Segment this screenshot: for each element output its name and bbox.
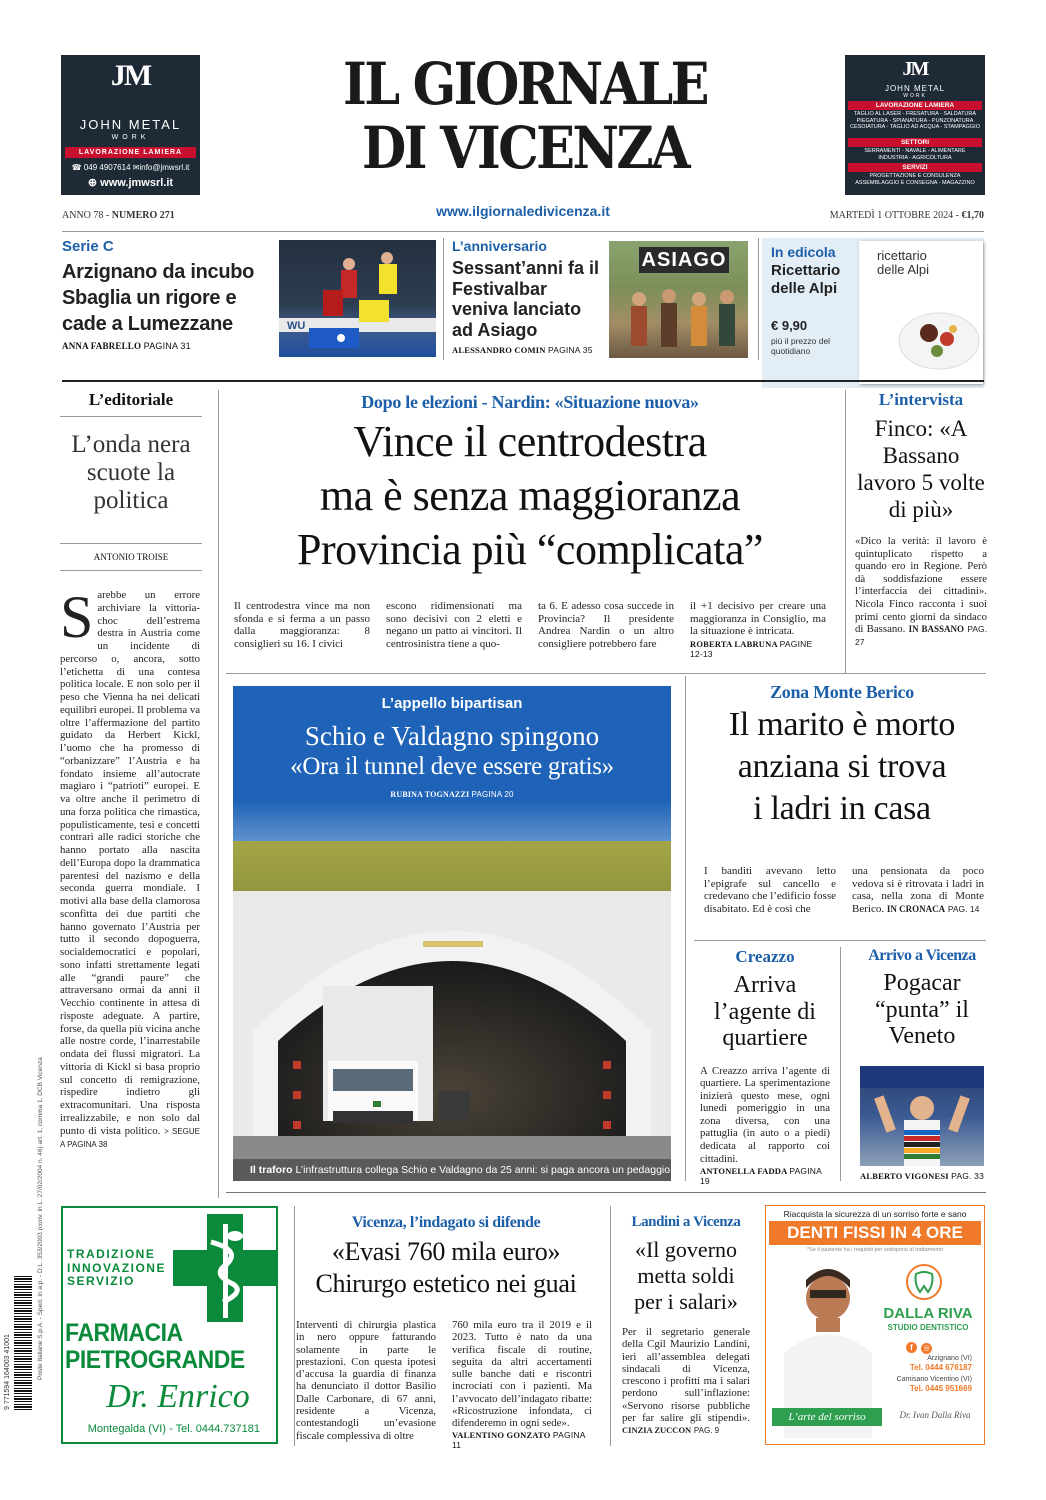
teaser-kicker: In edicola: [771, 244, 836, 260]
ad-right-l1: TAGLIO AL LASER - FRESATURA - SALDATURA: [853, 111, 977, 117]
chirurgo-col-1: Interventi di chirurgia plastica in nero oppure fatturando solamente in parte le prestazioni. Con questa ipotesi d’accusa la guardia di finanza ha denunciato il dottor Basilio Dalle Carbonare, di 67 anni, residente a Vicenza, contestandogli un’evasione fiscale complessiva di oltre: [296, 1319, 436, 1442]
book-title: ricettario delle Alpi: [877, 248, 930, 277]
lead-col-4: [690, 600, 826, 659]
postal-notice: Poste Italiane S.p.A. - Sped. in a.p. - D.L. 353/2003 (conv. in L. 27/02/2004 n. 46) art. 1, comma 1, DCB Vicenza: [37, 1057, 44, 1380]
ad-right-heading-3: SERVIZI: [848, 163, 982, 172]
chirurgo-line-2: Chirurgo estetico nei guai: [315, 1269, 577, 1298]
teaser-price-note: più il prezzo del quotidiano: [771, 336, 831, 356]
people-icon: [609, 241, 748, 358]
ad-brand: JOHN METAL: [79, 117, 182, 132]
appello-caption: [233, 1159, 671, 1181]
teaser-anniversario[interactable]: [452, 238, 607, 364]
john-metal-logo-right: JM: [902, 58, 928, 80]
monte-berico-line-1: Il marito è morto: [728, 706, 956, 743]
teaser-byline: ALESSANDRO COMIN PAGINA 35: [452, 345, 593, 355]
caption-label: Il traforo: [250, 1164, 293, 1176]
teaser-headline: Arzignano da incubo Sbaglia un rigore e cade a Lumezzane: [62, 261, 255, 335]
lead-col-2: escono ridimensionati ma sono decisivi con 2 eletti e negano un patto ai vincitori. Il centrosinistra tiene a quo-: [386, 600, 522, 650]
masthead-line-2: DI VICENZA: [361, 114, 689, 182]
creazzo-text: A Creazzo arriva l’agente di quartiere. La sperimentazione inizierà questo mese, ogni lunedì pomeriggio in una zona diversa, con una pattuglia (in auto o a piedi) dedicata al rapporto coi cittadini.: [700, 1064, 830, 1165]
lead-headline-line-2: ma è senza maggioranza: [319, 471, 741, 520]
teaser-divider-2: [758, 238, 759, 360]
landini-kicker: Landini a Vicenza: [631, 1214, 741, 1230]
ad-right-l4: SERRAMENTI - NAVALE - ALIMENTARE: [864, 148, 966, 154]
editoriale-label-rule: [60, 416, 202, 417]
masthead-line-1: IL GIORNALE: [343, 50, 707, 118]
social-icons: [906, 1337, 932, 1355]
intervista-section[interactable]: [855, 390, 987, 648]
ad-right-list-1: [845, 111, 985, 131]
chirurgo-divider-right: [610, 1206, 611, 1446]
ad-tagline: LAVORAZIONE LAMIERA: [65, 147, 196, 158]
teaser-ricettario[interactable]: [762, 238, 984, 388]
editoriale-title: L’onda nera scuote la politica: [71, 431, 191, 514]
monte-berico-line-2: anziana si trova: [737, 748, 947, 785]
lead-headline-line-3: Provincia più “complicata”: [297, 525, 763, 574]
ad-right-l7: ASSEMBLAGGIO E CONSEGNA - MAGAZZINO: [855, 179, 975, 186]
intervista-text: «Dico la verità: il lavoro è quintuplicato rispetto a quando ero in Regione. Però dà soddisfazione essere l’interfaccia dei cittadini». Nicola Finco racconta i suoi primi cento giorni da sindaco di Bassano. IN BASSANO PAG. 27: [855, 535, 988, 647]
issue-year: ANNO 78: [62, 210, 104, 221]
creazzo-byline: ANTONELLA FADDA PAGINA 19: [700, 1166, 822, 1187]
globe-icon: ⊕: [87, 177, 98, 189]
dentist-banner: DENTI FISSI IN 4 ORE: [769, 1221, 981, 1245]
tooth-logo-icon: [904, 1262, 944, 1302]
ad-john-metal-right[interactable]: [845, 55, 985, 195]
farmacia-signature: Dr. Enrico: [106, 1378, 250, 1415]
editoriale-dropcap: S: [60, 589, 94, 650]
ad-right-l3: CESOIATURA - TAGLIO AD ACQUA - STAMPAGGIO: [850, 124, 980, 130]
creazzo-divider: [840, 947, 841, 1181]
pogacar-byline: ALBERTO VIGONESI PAG. 33: [860, 1171, 985, 1181]
dentist-studio: STUDIO DENTISTICO: [887, 1323, 969, 1332]
chirurgo-kicker: Vicenza, l’indagato si difende: [351, 1214, 541, 1231]
ad-right-sub: WORK: [903, 93, 927, 99]
asiago-sign: ASIAGO: [639, 247, 729, 273]
lead-headline[interactable]: [222, 415, 838, 577]
teaser-price: € 9,90: [771, 318, 808, 333]
monte-berico-col-2: una pensionata da poco vedova si è ritrovata i ladri in casa, nella zona di Monte Berico. IN CRONACA PAG. 14: [852, 865, 984, 915]
ad-right-l5: INDUSTRIA - AGRICOLTURA: [878, 154, 952, 161]
chirurgo-col-2-text: 760 mila euro tra il 2019 e il 2023. Tutto è nato da una verifica fiscale di routine, seguita da altri accertamenti sulle banche dati e riscontri incrociati con i pazienti. Ma l’avvocato dell’indagato ribatte: «Ricostruzione infondata, ci difenderemo in ogni sede».: [452, 1319, 592, 1430]
dentist-top-line: Riacquista la sicurezza di un sorriso forte e sano: [783, 1209, 967, 1219]
dentist-contacts: [872, 1354, 972, 1393]
ad-dentist[interactable]: [765, 1205, 985, 1445]
ad-right-l6: PROGETTAZIONE E CONSULENZA: [869, 173, 961, 179]
cyclist-icon: [860, 1066, 984, 1166]
column-divider-mid: [685, 676, 686, 1181]
john-metal-logo: JM: [110, 59, 151, 92]
lead-col-1: Il centrodestra vince ma non sfonda e si ferma a un passo dalla maggioranza: 8 consiglieri su 16. I civici: [234, 600, 370, 650]
teaser-divider-1: [443, 238, 444, 360]
masthead-divider: [62, 231, 984, 232]
appello-kicker: L’appello bipartisan: [381, 695, 523, 712]
ad-web: ⊕ www.jmwsrl.it: [87, 177, 174, 189]
ad-john-metal-left[interactable]: [61, 55, 200, 195]
creazzo-title: Arriva l’agente di quartiere: [714, 972, 816, 1051]
farmacia-tags: [67, 1248, 166, 1289]
editoriale-label: L’editoriale: [88, 390, 174, 409]
column-divider-right: [845, 390, 846, 673]
editoriale-title-rule: [60, 543, 202, 544]
column-divider-left: [218, 390, 219, 1198]
dentist-tel-1: Tel. 0444 676187: [909, 1363, 972, 1372]
chirurgo-divider-left: [294, 1206, 295, 1446]
lead-col-3: ta 6. E adesso cosa succede in Provincia? Il presidente Andrea Nardin o un altro consigliere potrebbero fare: [538, 600, 674, 650]
creazzo-section[interactable]: [700, 947, 830, 1186]
ricettario-book-cover: [859, 241, 983, 384]
dentist-slogan: L’arte del sorriso: [772, 1408, 882, 1426]
pharmacy-cross-icon: [171, 1212, 279, 1324]
ad-phone: 049 4907614: [83, 163, 131, 172]
teasers-bottom-rule: [62, 380, 984, 382]
teaser-kicker: L’anniversario: [452, 238, 547, 254]
ad-right-list-2: [845, 148, 985, 161]
pogacar-photo: [860, 1066, 984, 1166]
farmacia-tag-1: TRADIZIONE: [67, 1247, 156, 1261]
chirurgo-col-2: [452, 1319, 592, 1450]
farmacia-tag-2: INNOVAZIONE: [67, 1260, 166, 1275]
issue-number: NUMERO 271: [111, 210, 175, 221]
intervista-title: Finco: «A Bassano lavoro 5 volte di più»: [857, 416, 985, 522]
dentist-tel-2: Tel. 0445 951669: [909, 1384, 972, 1393]
ad-contacts: [61, 163, 200, 172]
landini-title: «Il governo metta soldi per i salari»: [634, 1237, 738, 1314]
phone-icon: ☎: [71, 163, 82, 172]
instagram-icon[interactable]: ◎: [921, 1343, 932, 1354]
editoriale-author: ANTONIO TROISE: [93, 552, 169, 562]
appello-byline: RUBINA TOGNAZZI PAGINA 20: [390, 790, 514, 799]
lead-col-4-text: il +1 decisivo per creare una maggioranza in Consiglio, ma la situazione è intricata.: [690, 600, 826, 638]
intervista-label: L’intervista: [878, 390, 964, 409]
farmacia-name-1: FARMACIA: [65, 1319, 183, 1347]
monte-berico-kicker: Zona Monte Berico: [770, 682, 914, 702]
landini-text: Per il segretario generale della Cgil Maurizio Landini, ieri all’assemblea delegati sindacali di Vicenza, crescono i profitti ma i salari perdono sull’inflazione: «Servono risorse pubbliche per far salire gli stipendi». CINZIA ZUCCON PAG. 9: [622, 1326, 750, 1436]
teaser-byline: ANNA FABRELLO PAGINA 31: [62, 341, 191, 351]
editoriale-text: arebbe un errore archiviare la vittoria-choc dell’estrema destra in Austria come un incidente di percorso o, ancora, sotto l’etichetta di una contesa politica locale. E non solo per il peso che Vienna ha nei delicati equilibri europei. Il problema va oltre l’affermazione del partito guidato da Herbert Kickl, l’uomo che ha promesso di “orbanizzare” l’Austria e ha fondato insieme all’autocrate magiaro i “patrioti” europei. E va oltre anche il perimetro di una forza politica che rimastica, populisticamente, tesi e concetti contrari alle radici storiche che hanno portato alla nascita dell’Europa dopo la drammatica parentesi del nazismo e della seconda guerra mondiale. I motivi alla base della clamorosa sconfitta dei due partiti che hanno governato l’Austria per tutto il secondo dopoguerra, socialdemocratici e popolari, sono infatti strettamente legati alle “grandi paure” che attraversano ormai da anni il Vecchio continente in attesa di risposte adeguate. A partire, forse, da quella più vicina anche alle nostre corde, l’inarrestabile ondata dei flussi migratori. La vittoria di Kickl si basa proprio sul concetto di remigrazione, rispedire indietro gli extracomunitari. Una risposta irrealizzabile, e non solo dal punto di vista politico.: [60, 589, 200, 1137]
caption-text: L’infrastruttura collega Schio e Valdagno da 25 anni: si paga ancora un pedaggio: [295, 1164, 671, 1176]
ad-right-heading-2: SETTORI: [848, 138, 982, 147]
farmacia-name: [65, 1320, 258, 1374]
dentist-city-2: Camisano Vicentino (VI): [896, 1376, 972, 1383]
dentist-name: DALLA RIVA: [883, 1305, 973, 1322]
issue-date: MARTEDÌ 1 OTTOBRE 2024 - €1,70: [829, 210, 984, 221]
date: MARTEDÌ 1 OTTOBRE 2024: [829, 210, 954, 221]
farmacia-tag-3: SERVIZIO: [67, 1274, 135, 1288]
dentist-signature: Dr. Ivan Dalla Riva: [899, 1410, 971, 1420]
facebook-icon[interactable]: f: [906, 1342, 917, 1353]
issue-info: ANNO 78 - NUMERO 271: [62, 210, 175, 221]
chirurgo-headline[interactable]: [296, 1236, 596, 1300]
tunnel-photo: [233, 801, 671, 1181]
appello-story[interactable]: [233, 686, 671, 1181]
teaser-serie-c[interactable]: [62, 238, 272, 364]
football-photo: [279, 240, 436, 357]
chirurgo-byline: VALENTINO GONZATO PAGINA 11: [452, 1429, 586, 1450]
dentist-city-1: Arzignano (VI): [927, 1355, 972, 1362]
dentist-sub: *Se il paziente ha i requisiti per sottoporsi al trattamento: [806, 1247, 944, 1253]
dish-icon: [859, 241, 983, 384]
ad-right-l2: PIEGATURA - SPIANATURA - PUNZONATURA: [856, 117, 974, 124]
ad-right-brand: JOHN METAL: [884, 84, 946, 93]
farmacia-address: Montegalda (VI) - Tel. 0444.737181: [87, 1423, 260, 1435]
lead-kicker: Dopo le elezioni - Nardin: «Situazione nuova»: [361, 392, 699, 412]
monte-berico-bottom-rule: [694, 940, 986, 941]
appello-title-line-2: «Ora il tunnel deve essere gratis»: [290, 753, 614, 780]
lead-bottom-rule: [226, 673, 986, 674]
mail-icon: ✉: [132, 163, 140, 172]
ad-right-heading-1: LAVORAZIONE LAMIERA: [848, 101, 982, 110]
ad-sub: WORK: [111, 134, 150, 141]
asiago-photo: [609, 241, 748, 358]
monte-berico-headline[interactable]: [692, 704, 992, 830]
barcode-digits: 9 771594 164003 41001: [4, 1334, 11, 1410]
barcode: [14, 1276, 32, 1411]
ad-email: info@jmwsrl.it: [139, 163, 190, 172]
chirurgo-line-1: «Evasi 760 mila euro»: [331, 1237, 561, 1266]
creazzo-kicker: Creazzo: [735, 947, 795, 966]
main-bottom-rule: [226, 1192, 986, 1193]
teaser-headline: Ricettario delle Alpi: [771, 262, 841, 297]
pogacar-title: Pogacar “punta” il Veneto: [875, 970, 969, 1049]
price: €1,70: [961, 210, 984, 221]
masthead-title: [270, 52, 780, 180]
svg-text:WU: WU: [287, 320, 306, 332]
editoriale-author-rule: [60, 570, 202, 571]
lead-headline-line-1: Vince il centrodestra: [353, 417, 707, 466]
website-link[interactable]: www.ilgiornaledivicenza.it: [436, 203, 610, 219]
teaser-kicker: Serie C: [62, 238, 114, 255]
editoriale-continue[interactable]: > SEGUE A PAGINA 38: [60, 1126, 200, 1150]
editoriale-body: [60, 589, 200, 1185]
pogacar-section[interactable]: [855, 947, 989, 1050]
monte-berico-line-3: i ladri in casa: [753, 790, 931, 827]
football-scene-icon: [279, 240, 436, 357]
ad-right-list-3: [845, 173, 985, 186]
appello-title-line-1: Schio e Valdagno spingono: [304, 721, 600, 751]
monte-berico-col-1: I banditi avevano letto l’epigrafe sul cancello e credevano che l’edificio fosse disabitato. Ed è così che: [704, 865, 836, 915]
landini-section[interactable]: [622, 1214, 750, 1438]
pogacar-kicker: Arrivo a Vicenza: [868, 947, 976, 964]
lead-byline: ROBERTA LABRUNA PAGINE 12-13: [690, 638, 813, 659]
farmacia-name-2: PIETROGRANDE: [65, 1346, 245, 1374]
ad-farmacia[interactable]: [61, 1206, 278, 1444]
teaser-headline: Sessant’anni fa il Festivalbar veniva lanciato ad Asiago: [452, 258, 600, 340]
editoriale-section[interactable]: [60, 390, 202, 571]
